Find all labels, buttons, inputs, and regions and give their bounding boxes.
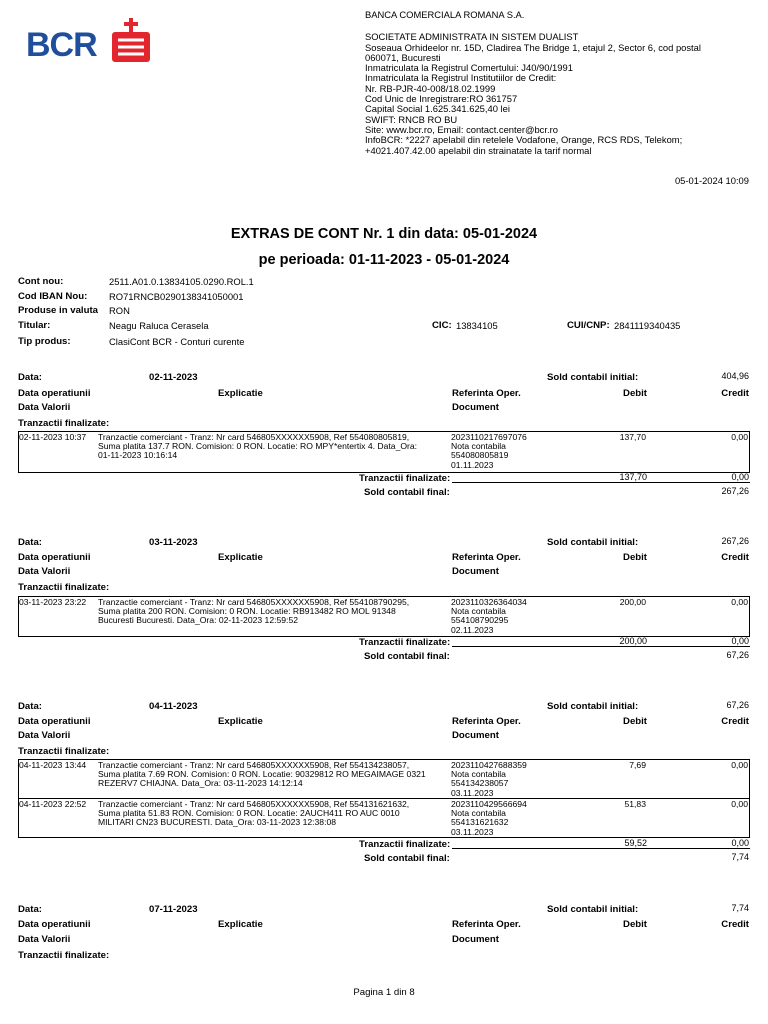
day-date: 03-11-2023 bbox=[149, 537, 198, 548]
statement-datetime: 05-01-2024 10:09 bbox=[674, 175, 749, 186]
col-referinta: Referinta Oper. bbox=[452, 919, 521, 930]
tx-credit: 0,00 bbox=[731, 760, 748, 770]
col-debit: Debit bbox=[623, 716, 647, 727]
bank-info-line: Cod Unic de Inregistrare:RO 361757 bbox=[365, 93, 518, 105]
total-separator bbox=[452, 646, 750, 647]
col-referinta: Referinta Oper. bbox=[452, 552, 521, 563]
col-data-operatiunii: Data operatiunii bbox=[18, 388, 91, 399]
tranzactii-finalizate-label: Tranzactii finalizate: bbox=[18, 582, 110, 593]
statement-title: EXTRAS DE CONT Nr. 1 din data: 05-01-2024 bbox=[230, 226, 538, 242]
sold-initial-value: 67,26 bbox=[726, 700, 749, 710]
sold-final-value: 67,26 bbox=[726, 650, 749, 660]
iban-value: RO71RNCB0290138341050001 bbox=[109, 291, 244, 302]
col-credit: Credit bbox=[721, 716, 749, 727]
col-data-valorii: Data Valorii bbox=[18, 934, 71, 945]
tranzactii-finalizate-total-label: Tranzactii finalizate: bbox=[359, 637, 451, 648]
sold-initial-value: 404,96 bbox=[721, 371, 749, 381]
col-explicatie: Explicatie bbox=[218, 716, 263, 727]
bank-info-line: Capital Social 1.625.341.625,40 lei bbox=[365, 103, 510, 115]
bank-info bbox=[365, 10, 701, 156]
total-debit: 59,52 bbox=[624, 838, 647, 848]
tx-credit: 0,00 bbox=[731, 432, 748, 442]
tx-explicatie: Tranzactie comerciant - Tranz: Nr card 546805XXXXXX5908, Ref 554080805819, Suma platita 137.7 RON. Comision: 0 RON. Locatie: RO MPY*entertix 4. Data_Ora: 01-11-2023 10:16:14 bbox=[98, 432, 418, 461]
col-debit: Debit bbox=[623, 388, 647, 399]
col-referinta: Referinta Oper. bbox=[452, 388, 521, 399]
transaction-row bbox=[18, 759, 750, 799]
tx-credit: 0,00 bbox=[731, 597, 748, 607]
sold-initial-value: 7,74 bbox=[731, 903, 749, 913]
tranzactii-finalizate-label: Tranzactii finalizate: bbox=[18, 950, 110, 961]
col-explicatie: Explicatie bbox=[218, 919, 263, 930]
tx-debit: 7,69 bbox=[629, 760, 646, 770]
tip-produs-value: ClasiCont BCR - Conturi curente bbox=[109, 336, 245, 347]
tx-explicatie: Tranzactie comerciant - Tranz: Nr card 546805XXXXXX5908, Ref 554131621632, Suma platita 51.83 RON. Comision: 0 RON. Locatie: 2AUCH411 RO AUC 0010 MILITARI CN23 BUCURESTI. Data_Ora: 03-11-2023 12:38:08 bbox=[98, 799, 410, 828]
transaction-row bbox=[18, 431, 750, 473]
tx-debit: 51,83 bbox=[624, 799, 646, 809]
day-date-label: Data: bbox=[18, 372, 42, 383]
cic-label: CIC: bbox=[432, 320, 452, 331]
tx-debit: 137,70 bbox=[619, 432, 646, 442]
sold-initial-value: 267,26 bbox=[721, 536, 749, 546]
bank-info-line: Soseaua Orhideelor nr. 15D, Cladirea The Bridge 1, etajul 2, Sector 6, cod postal bbox=[365, 41, 701, 53]
bank-info-line: 060071, Bucuresti bbox=[365, 51, 441, 63]
total-separator bbox=[452, 482, 750, 483]
sold-final-label: Sold contabil final: bbox=[364, 651, 450, 662]
tranzactii-finalizate-total-label: Tranzactii finalizate: bbox=[359, 839, 451, 850]
tx-datetime: 02-11-2023 10:37 bbox=[19, 432, 87, 442]
tx-referinta: 2023110326364034 Nota contabila 554108790295 02.11.2023 bbox=[451, 597, 527, 635]
col-data-operatiunii: Data operatiunii bbox=[18, 919, 91, 930]
sold-final-label: Sold contabil final: bbox=[364, 853, 450, 864]
col-document: Document bbox=[452, 566, 499, 577]
col-data-operatiunii: Data operatiunii bbox=[18, 716, 91, 727]
day-date-label: Data: bbox=[18, 537, 42, 548]
col-document: Document bbox=[452, 730, 499, 741]
day-date-label: Data: bbox=[18, 904, 42, 915]
total-separator bbox=[452, 848, 750, 849]
tx-explicatie: Tranzactie comerciant - Tranz: Nr card 546805XXXXXX5908, Ref 554108790295, Suma platita 200 RON. Comision: 0 RON. Locatie: RB913482 RO MOL 91348 Bucuresti Bucuresti. Data_Ora: 02-11-2023 12:59:52 bbox=[98, 597, 410, 626]
col-data-valorii: Data Valorii bbox=[18, 566, 71, 577]
col-debit: Debit bbox=[623, 552, 647, 563]
col-credit: Credit bbox=[721, 388, 749, 399]
tx-datetime: 04-11-2023 13:44 bbox=[19, 760, 87, 770]
col-data-valorii: Data Valorii bbox=[18, 730, 71, 741]
col-document: Document bbox=[452, 934, 499, 945]
day-date: 02-11-2023 bbox=[149, 372, 198, 383]
col-debit: Debit bbox=[623, 919, 647, 930]
tip-produs-label: Tip produs: bbox=[18, 336, 71, 347]
tx-debit: 200,00 bbox=[619, 597, 646, 607]
bank-info-line: SOCIETATE ADMINISTRATA IN SISTEM DUALIST bbox=[365, 31, 579, 43]
bank-info-line: Inmatriculata la Registrul Institutiilor de Credit: bbox=[365, 72, 557, 84]
tx-explicatie: Tranzactie comerciant - Tranz: Nr card 546805XXXXXX5908, Ref 554134238057, Suma platita 7.69 RON. Comision: 0 RON. Locatie: 90329812 RO MEGAIMAGE 0321 REZERV7 CHIAJNA. Data_Ora: 03-11-2023 14:12:14 bbox=[98, 760, 426, 789]
bank-info-line: +4021.407.42.00 apelabil din strainatate la tarif normal bbox=[365, 144, 592, 156]
transaction-row bbox=[18, 798, 750, 838]
day-date: 07-11-2023 bbox=[149, 904, 198, 915]
bank-info-line: Inmatriculata la Registrul Comertului: J40/90/1991 bbox=[365, 62, 573, 74]
logo-text: BCR bbox=[26, 26, 97, 64]
cui-label: CUI/CNP: bbox=[567, 320, 610, 331]
day-date-label: Data: bbox=[18, 701, 42, 712]
valuta-value: RON bbox=[109, 305, 130, 316]
col-referinta: Referinta Oper. bbox=[452, 716, 521, 727]
sold-initial-label: Sold contabil initial: bbox=[547, 701, 639, 712]
bank-name: BANCA COMERCIALA ROMANA S.A. bbox=[365, 9, 525, 20]
page-number: Pagina 1 din 8 bbox=[353, 987, 415, 998]
tx-datetime: 04-11-2023 22:52 bbox=[19, 799, 87, 809]
tx-datetime: 03-11-2023 23:22 bbox=[19, 597, 87, 607]
total-debit: 137,70 bbox=[619, 472, 647, 482]
col-data-valorii: Data Valorii bbox=[18, 402, 71, 413]
cic-value: 13834105 bbox=[456, 320, 498, 331]
col-document: Document bbox=[452, 402, 499, 413]
bank-info-line: InfoBCR: *2227 apelabil din retelele Vodafone, Orange, RCS RDS, Telekom; bbox=[365, 134, 683, 146]
sold-initial-label: Sold contabil initial: bbox=[547, 904, 639, 915]
tx-referinta: 2023110217697076 Nota contabila 554080805819 01.11.2023 bbox=[451, 432, 527, 470]
transaction-row bbox=[18, 596, 750, 637]
col-credit: Credit bbox=[721, 552, 749, 563]
tranzactii-finalizate-label: Tranzactii finalizate: bbox=[18, 418, 110, 429]
sold-final-value: 267,26 bbox=[721, 486, 749, 496]
total-debit: 200,00 bbox=[619, 636, 647, 646]
sold-initial-label: Sold contabil initial: bbox=[547, 372, 639, 383]
total-credit: 0,00 bbox=[731, 472, 749, 482]
iban-label: Cod IBAN Nou: bbox=[18, 291, 88, 302]
cont-nou-label: Cont nou: bbox=[18, 276, 64, 287]
titular-value: Neagu Raluca Cerasela bbox=[109, 320, 209, 331]
bank-info-line: Nr. RB-PJR-40-008/18.02.1999 bbox=[365, 82, 496, 94]
sold-final-value: 7,74 bbox=[731, 852, 749, 862]
col-credit: Credit bbox=[721, 919, 749, 930]
bcr-logo bbox=[26, 16, 156, 64]
sold-initial-label: Sold contabil initial: bbox=[547, 537, 639, 548]
valuta-label: Produse in valuta bbox=[18, 305, 98, 316]
total-credit: 0,00 bbox=[731, 838, 749, 848]
day-date: 04-11-2023 bbox=[149, 701, 198, 712]
col-data-operatiunii: Data operatiunii bbox=[18, 552, 91, 563]
total-credit: 0,00 bbox=[731, 636, 749, 646]
tranzactii-finalizate-label: Tranzactii finalizate: bbox=[18, 746, 110, 757]
cont-nou-value: 2511.A01.0.13834105.0290.ROL.1 bbox=[109, 276, 254, 287]
tx-referinta: 2023110429566694 Nota contabila 554131621632 03.11.2023 bbox=[451, 799, 527, 837]
bank-info-line: SWIFT: RNCB RO BU bbox=[365, 113, 458, 125]
sold-final-label: Sold contabil final: bbox=[364, 487, 450, 498]
tx-referinta: 2023110427688359 Nota contabila 554134238057 03.11.2023 bbox=[451, 760, 527, 798]
bank-info-line: Site: www.bcr.ro, Email: contact.center@bcr.ro bbox=[365, 123, 558, 135]
col-explicatie: Explicatie bbox=[218, 388, 263, 399]
tranzactii-finalizate-total-label: Tranzactii finalizate: bbox=[359, 473, 451, 484]
bcr-logo-mark-icon bbox=[112, 16, 150, 62]
statement-period: pe perioada: 01-11-2023 - 05-01-2024 bbox=[258, 252, 510, 268]
cui-value: 2841119340435 bbox=[614, 320, 681, 331]
col-explicatie: Explicatie bbox=[218, 552, 263, 563]
tx-credit: 0,00 bbox=[731, 799, 748, 809]
titular-label: Titular: bbox=[18, 320, 51, 331]
